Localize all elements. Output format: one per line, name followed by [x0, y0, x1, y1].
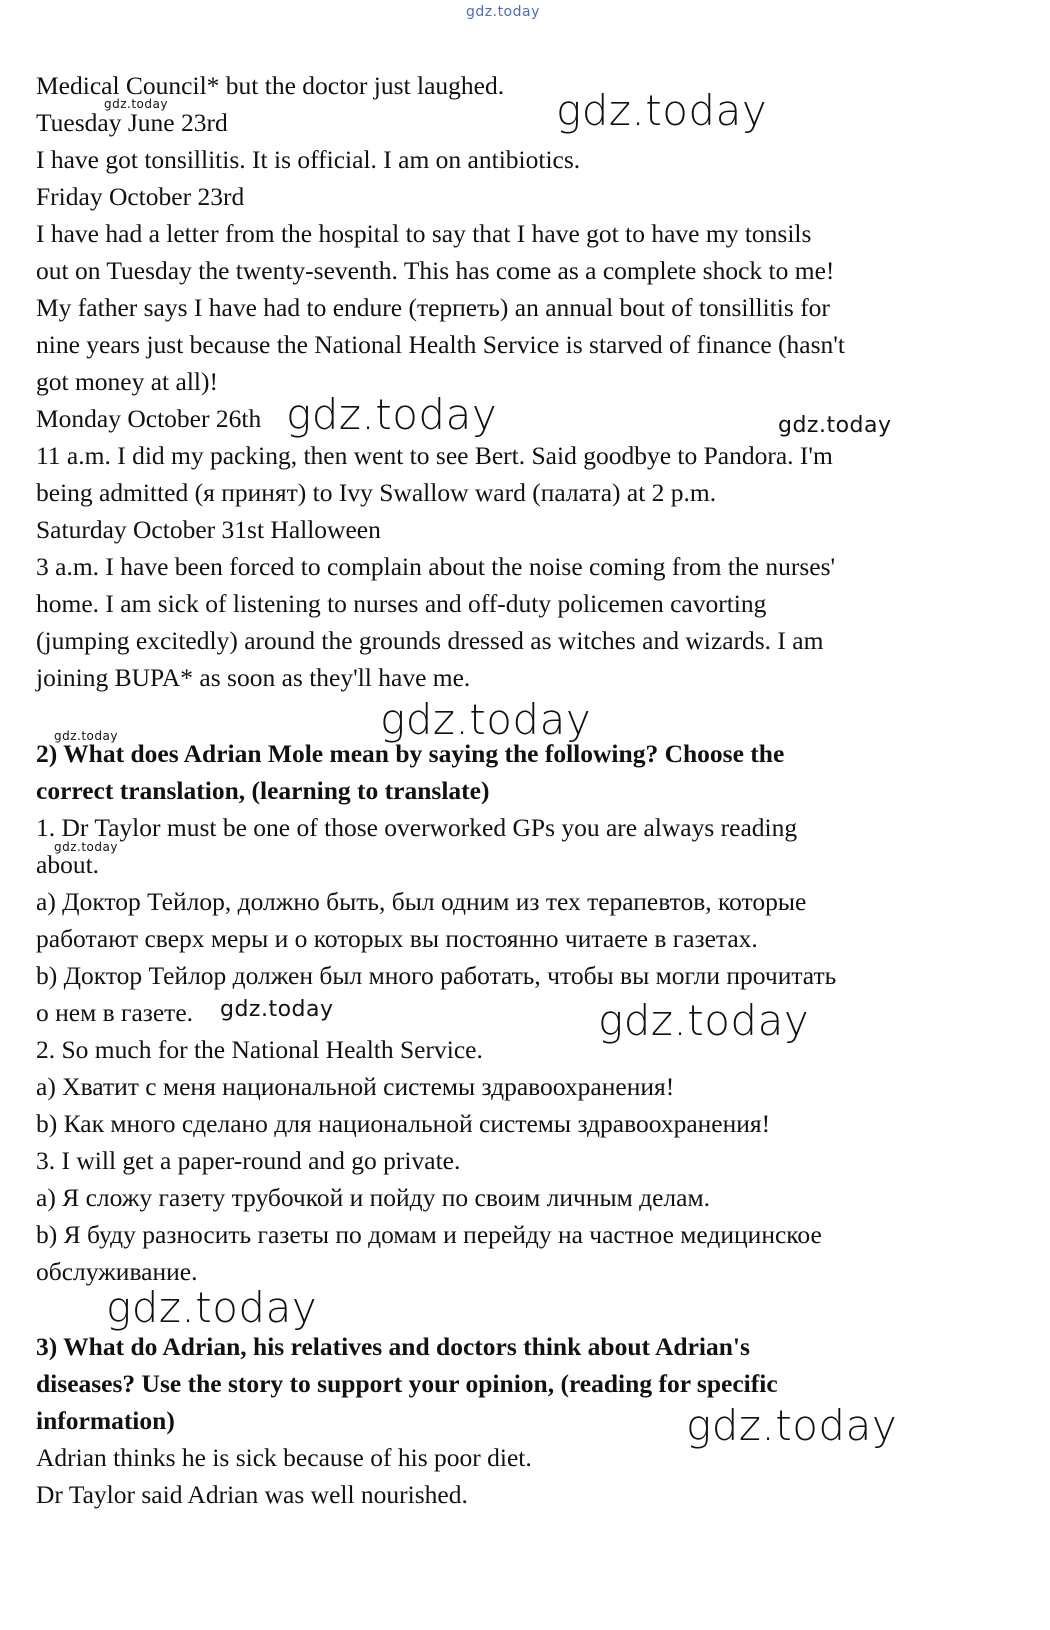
text-line: Medical Council* but the doctor just laughed.: [36, 71, 505, 100]
text-line: (jumping excitedly) around the grounds dressed as witches and wizards. I am: [36, 626, 824, 655]
watermark-big: gdz.today: [106, 1283, 318, 1332]
answer-option: b) Как много сделано для национальной системы здравоохранения!: [36, 1109, 771, 1138]
answer-option: a) Я сложу газету трубочкой и пойду по своим личным делам.: [36, 1183, 710, 1212]
answer-option: a) Хватит с меня национальной системы здравоохранения!: [36, 1072, 675, 1101]
watermark-mid: gdz.today: [220, 997, 334, 1022]
text-line: 3 a.m. I have been forced to complain about the noise coming from the nurses': [36, 552, 836, 581]
text-line: home. I am sick of listening to nurses and off-duty policemen cavorting: [36, 589, 767, 618]
diary-date: Friday October 23rd: [36, 182, 245, 211]
watermark-big: gdz.today: [598, 996, 810, 1045]
diary-date: Tuesday June 23rd: [36, 108, 228, 137]
answer-option: обслуживание.: [36, 1257, 198, 1286]
answer-option: о нем в газете.: [36, 998, 194, 1027]
text-line: Adrian thinks he is sick because of his poor diet.: [36, 1443, 532, 1472]
watermark-mid: gdz.today: [778, 413, 892, 438]
text-line: I have had a letter from the hospital to say that I have got to have my tonsils: [36, 219, 812, 248]
diary-date: Saturday October 31st Halloween: [36, 515, 381, 544]
text-line: nine years just because the National Health Service is starved of finance (hasn't: [36, 330, 845, 359]
answer-option: работают сверх меры и о которых вы постоянно читаете в газетах.: [36, 924, 758, 953]
question-item: 3. I will get a paper-round and go private.: [36, 1146, 461, 1175]
watermark-small: gdz.today: [54, 840, 118, 854]
task-heading: information): [36, 1406, 175, 1435]
watermark-big: gdz.today: [286, 390, 498, 439]
task-heading: 3) What do Adrian, his relatives and doctors think about Adrian's: [36, 1332, 750, 1361]
question-item: 1. Dr Taylor must be one of those overworked GPs you are always reading: [36, 813, 798, 842]
watermark-small: gdz.today: [104, 97, 168, 111]
answer-option: a) Доктор Тейлор, должно быть, был одним из тех терапевтов, которые: [36, 887, 807, 916]
text-line: My father says I have had to endure (терпеть) an annual bout of tonsillitis for: [36, 293, 830, 322]
question-item: about.: [36, 850, 100, 879]
task-heading: correct translation, (learning to translate): [36, 776, 490, 805]
task-heading: 2) What does Adrian Mole mean by saying the following? Choose the: [36, 739, 785, 768]
text-line: joining BUPA* as soon as they'll have me.: [36, 663, 471, 692]
text-line: Dr Taylor said Adrian was well nourished.: [36, 1480, 468, 1509]
watermark-small: gdz.today: [54, 729, 118, 743]
watermark-top: gdz.today: [466, 4, 540, 20]
text-line: being admitted (я принят) to Ivy Swallow ward (палата) at 2 p.m.: [36, 478, 717, 507]
text-line: out on Tuesday the twenty-seventh. This has come as a complete shock to me!: [36, 256, 835, 285]
diary-date: Monday October 26th: [36, 404, 262, 433]
text-line: 11 a.m. I did my packing, then went to see Bert. Said goodbye to Pandora. I'm: [36, 441, 833, 470]
text-line: got money at all)!: [36, 367, 218, 396]
answer-option: b) Доктор Тейлор должен был много работать, чтобы вы могли прочитать: [36, 961, 837, 990]
watermark-big: gdz.today: [380, 695, 592, 744]
answer-option: b) Я буду разносить газеты по домам и перейду на частное медицинское: [36, 1220, 822, 1249]
task-heading: diseases? Use the story to support your opinion, (reading for specific: [36, 1369, 778, 1398]
watermark-big: gdz.today: [556, 86, 768, 135]
question-item: 2. So much for the National Health Service.: [36, 1035, 483, 1064]
watermark-big: gdz.today: [686, 1401, 898, 1450]
text-line: I have got tonsillitis. It is official. I am on antibiotics.: [36, 145, 581, 174]
